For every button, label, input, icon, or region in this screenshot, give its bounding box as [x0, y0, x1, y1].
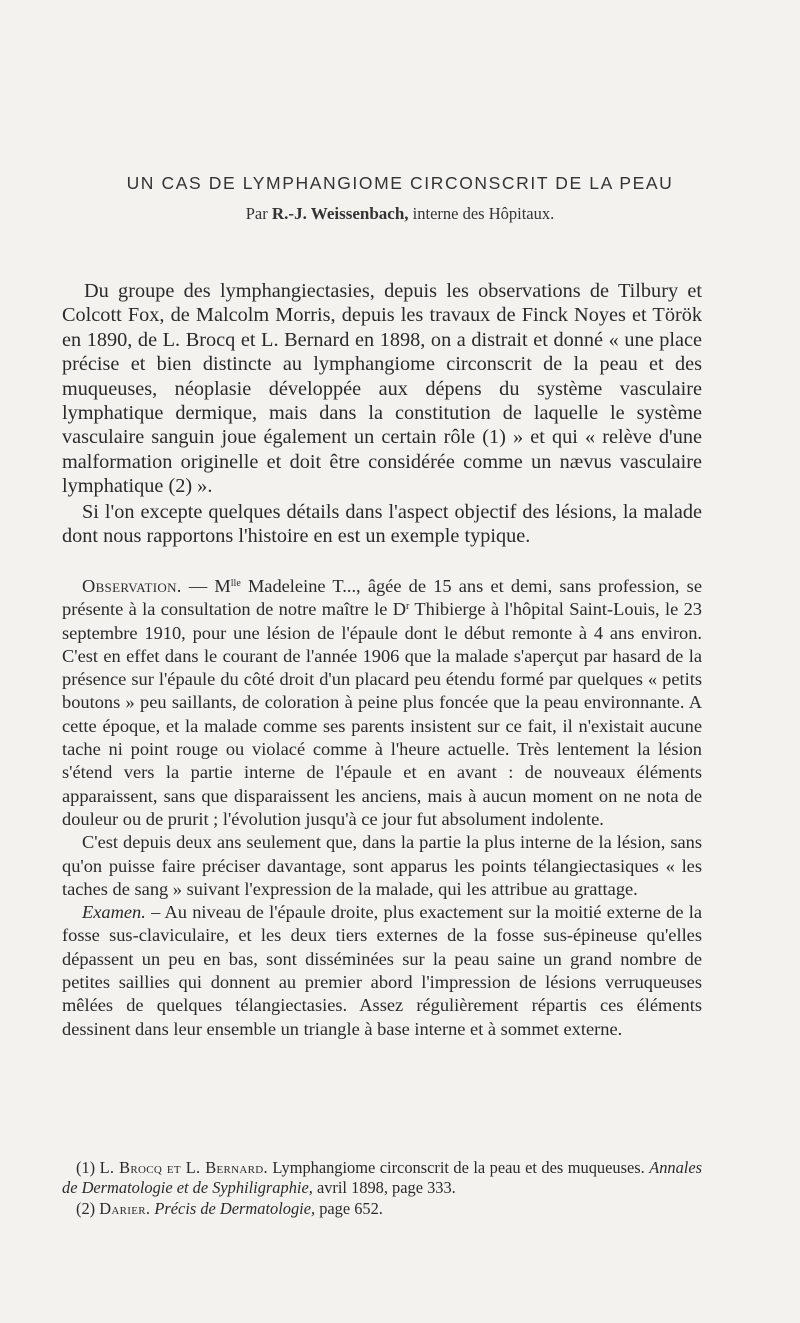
byline-prefix: Par	[245, 204, 268, 223]
observation-paragraph-2: C'est depuis deux ans seulement que, dans la partie la plus interne de la lésion, sans qu'on puisse faire préciser davantage, sont apparus les points télangiectasiques « les taches de sang » suivant l'expression de la malade, qui les attribue au grattage.	[62, 832, 702, 899]
examen-text: – Au niveau de l'épaule droite, plus exactement sur la moitié externe de la fosse sus-claviculaire, et les deux tiers externes de la fosse sus-épineuse qu'elles dépassent un peu en bas, sont disséminées sur la peau saine un grand nombre de petites saillies qui donnent au premier abord l'impression de lésions verruqueuses mêlées de quelques télangiectasies. Assez régulièrement répartis ces éléments dessinent dans leur ensemble un triangle à base interne et à sommet externe.	[62, 902, 702, 1039]
byline	[0, 204, 800, 224]
observation-paragraph-1: Observation. — $M^{lle}$ Madeleine T..., âgée de 15 ans et demi, sans profession, se présente à la consultation de notre maître le $D^r$ Thibierge à l'hôpital Saint-Louis, le 23 septembre 1910, pour une lésion de l'épaule dont le début remonte à 4 ans environ. C'est en effet dans le courant de l'année 1906 que la malade s'aperçut par hasard de la présence sur l'épaule du côté droit d'un placard peu étendu formé par quelques « petits boutons » peu saillants, de coloration à peine plus foncée que la peau environnante. A cette époque, et la malade comme ses parents insistent sur ce fait, il n'existait aucune tache ni point rouge ou violacé comme à l'heure actuelle. Très lentement la lésion s'étend vers la partie interne de l'épaule et en avant : de nouveaux éléments apparaissent, sans que disparaissent les anciens, mais à aucun moment on ne nota de douleur ou de prurit ; l'évolution jusqu'à ce jour fut absolument indolente.	[62, 576, 703, 829]
mlle-abbrev: M	[214, 576, 231, 596]
footnote-2-page: page 652.	[319, 1198, 383, 1218]
footnotes	[62, 1158, 702, 1219]
mlle-superscript: lle	[230, 578, 241, 589]
examen-paragraph	[62, 901, 702, 1041]
footnote-2-author: Darier.	[99, 1198, 151, 1218]
footnote-1	[62, 1158, 702, 1199]
introduction	[62, 279, 702, 548]
footnote-2-number: (2)	[76, 1198, 96, 1218]
dr-superscript: r	[406, 601, 410, 613]
observation-label: Observation.	[82, 576, 182, 596]
observation-text-b: Thibierge à l'hôpital Saint-Louis, le 23 septembre 1910, pour une lésion de l'épaule dont le début remonte à 4 ans environ. C'est en effet dans le courant de l'année 1906 que la malade s'aperçut par hasard de la présence sur l'épaule du côté droit d'un placard peu étendu formé par quelques « petits boutons » peu saillants, de coloration à peine plus foncée que la peau environnante. A cette époque, et la malade comme ses parents insistent sur ce fait, il n'existait aucune tache ni point rouge ou violacé comme à l'heure actuelle. Très lentement la lésion s'étend vers la partie interne de l'épaule et en avant : de nouveaux éléments apparaissent, sans que disparaissent les anciens, mais à aucun moment on ne nota de douleur ou de prurit ; l'évolution jusqu'à ce jour fut absolument indolente.	[62, 599, 703, 829]
footnote-1-journal: Annales de Dermatologie et de Syphiligraphie,	[62, 1158, 703, 1198]
footnote-1-number: (1)	[76, 1158, 96, 1177]
footnote-2-title: Précis de Dermatologie,	[154, 1198, 316, 1218]
footnote-1-text: Lymphangiome circonscrit de la peau et des muqueuses.	[272, 1158, 645, 1177]
intro-paragraph-1: Du groupe des lymphangiectasies, depuis les observations de Tilbury et Colcott Fox, de Malcolm Morris, depuis les travaux de Finck Noyes et Török en 1890, de L. Brocq et L. Bernard en 1898, on a distrait et donné « une place précise et bien distincte au lymphangiome circonscrit de la peau et des muqueuses, néoplasie développée aux dépens du système vasculaire lymphatique dermique, mais dans la constitution de laquelle le système vasculaire sanguin joue également un certain rôle (1) » et qui « relève d'une malformation originelle et doit être considérée comme un nævus vasculaire lymphatique (2) ».	[62, 280, 702, 498]
footnote-1-authors: L. Brocq et L. Bernard.	[99, 1158, 268, 1177]
footnote-1-date: avril 1898, page 333.	[316, 1178, 456, 1198]
observation-text-a: Madeleine T..., âgée de 15 ans et demi, sans profession, se présente à la consultation de notre maître le D	[62, 576, 702, 620]
article-title: UN CAS DE LYMPHANGIOME CIRCONSCRIT DE LA PEAU	[126, 173, 674, 193]
observation-section	[62, 575, 702, 1041]
examen-label: Examen.	[82, 902, 146, 923]
footnote-2	[62, 1199, 702, 1219]
author-name: R.-J. Weissenbach,	[271, 204, 409, 223]
intro-paragraph-2: Si l'on excepte quelques détails dans l'aspect objectif des lésions, la malade dont nous rapportons l'histoire en est un exemple typique.	[62, 500, 702, 548]
author-role: interne des Hôpitaux.	[412, 204, 555, 223]
